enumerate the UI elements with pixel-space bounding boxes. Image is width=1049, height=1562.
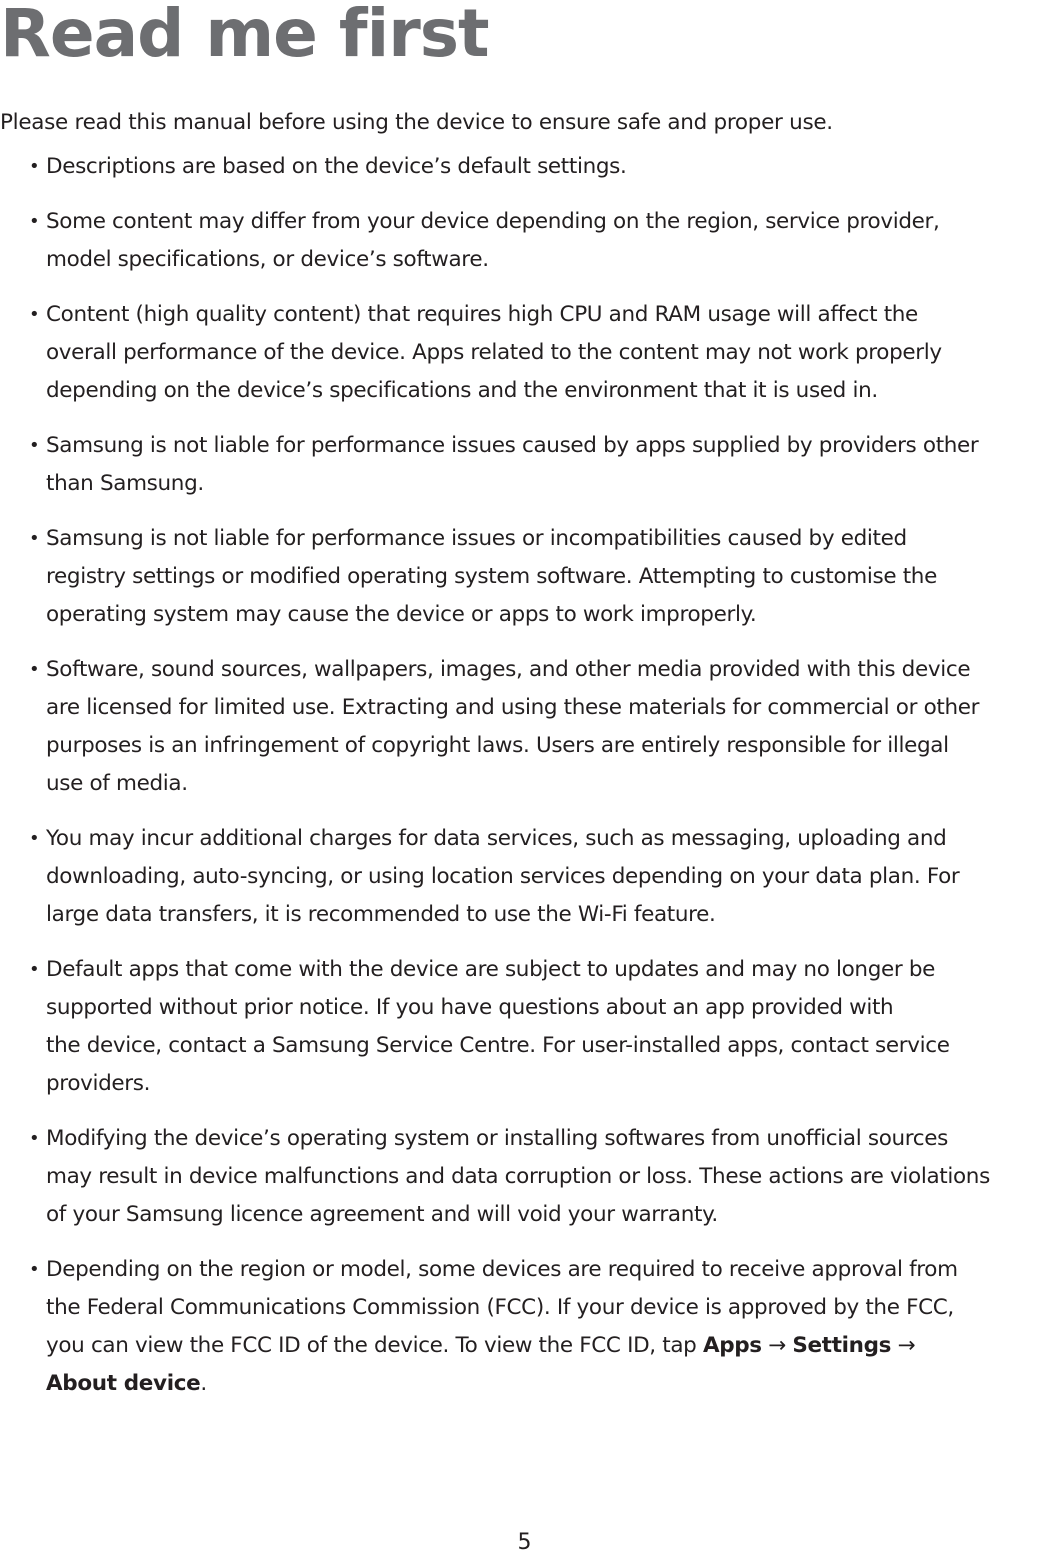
bullet-text-line: Default apps that come with the device are subject to updates and may no longer be [46, 957, 936, 982]
bullet-list [0, 148, 1049, 1420]
bullet-text-line: providers. [46, 1071, 151, 1096]
bullet-marker: • [29, 1259, 40, 1280]
bullet-text-line: Modifying the device’s operating system or installing softwares from unofficial sources [46, 1126, 948, 1151]
bullet-text-line: may result in device malfunctions and data corruption or loss. These actions are violations [46, 1164, 990, 1189]
list-item [0, 427, 1049, 503]
bullet-text-line: Software, sound sources, wallpapers, images, and other media provided with this device [46, 657, 971, 682]
bullet-text-line: Samsung is not liable for performance issues or incompatibilities caused by edited [46, 526, 907, 551]
bullet-text-line: Samsung is not liable for performance issues caused by apps supplied by providers other [46, 433, 979, 458]
bullet-text-line: You may incur additional charges for data services, such as messaging, uploading and [46, 826, 947, 851]
menu-path-about-device: About device [46, 1371, 201, 1396]
menu-path-settings: Settings [792, 1333, 892, 1358]
bullet-text-line: model specifications, or device’s software. [46, 247, 489, 272]
bullet-marker: • [29, 211, 40, 232]
bullet-text-line [46, 1327, 1049, 1365]
bullet-text-line: of your Samsung licence agreement and will void your warranty. [46, 1202, 718, 1227]
bullet-text-line: depending on the device’s specifications and the environment that it is used in. [46, 378, 878, 403]
bullet-text-line: Some content may differ from your device depending on the region, service provider, [46, 209, 940, 234]
list-item [0, 951, 1049, 1103]
fcc-instruction-text: you can view the FCC ID of the device. To view the FCC ID, tap [46, 1333, 703, 1358]
list-item [0, 820, 1049, 934]
bullet-text-line: than Samsung. [46, 471, 204, 496]
bullet-marker: • [29, 659, 40, 680]
bullet-marker: • [29, 1128, 40, 1149]
bullet-text-line: Descriptions are based on the device’s default settings. [46, 154, 627, 179]
list-item [0, 520, 1049, 634]
bullet-text-line: downloading, auto-syncing, or using location services depending on your data plan. For [46, 864, 960, 889]
list-item [0, 651, 1049, 803]
bullet-text-line: Content (high quality content) that requires high CPU and RAM usage will affect the [46, 302, 918, 327]
bullet-text-line: large data transfers, it is recommended to use the Wi-Fi feature. [46, 902, 716, 927]
bullet-text-line: are licensed for limited use. Extracting and using these materials for commercial or other [46, 695, 980, 720]
sentence-end: . [200, 1371, 207, 1396]
list-item [0, 296, 1049, 410]
bullet-text-line: the device, contact a Samsung Service Centre. For user-installed apps, contact service [46, 1033, 950, 1058]
bullet-marker: • [29, 435, 40, 456]
bullet-marker: • [29, 156, 40, 177]
list-item [0, 1251, 1049, 1403]
bullet-marker: • [29, 828, 40, 849]
intro-paragraph: Please read this manual before using the device to ensure safe and proper use. [0, 110, 833, 135]
page-number: 5 [517, 1530, 532, 1555]
bullet-text-line: operating system may cause the device or apps to work improperly. [46, 602, 757, 627]
list-item [0, 203, 1049, 279]
bullet-text-line: purposes is an infringement of copyright laws. Users are entirely responsible for illegal [46, 733, 949, 758]
bullet-marker: • [29, 304, 40, 325]
list-item [0, 1120, 1049, 1234]
bullet-text-line: registry settings or modified operating system software. Attempting to customise the [46, 564, 937, 589]
arrow-right-icon: → [891, 1333, 916, 1358]
page-title: Read me first [0, 0, 489, 72]
bullet-marker: • [29, 959, 40, 980]
bullet-text-line: use of media. [46, 771, 188, 796]
bullet-marker: • [29, 528, 40, 549]
bullet-text-line: the Federal Communications Commission (FCC). If your device is approved by the FCC, [46, 1295, 954, 1320]
bullet-text-line: Depending on the region or model, some devices are required to receive approval from [46, 1257, 958, 1282]
bullet-text-line [46, 1365, 1049, 1403]
bullet-text-line: overall performance of the device. Apps related to the content may not work properly [46, 340, 942, 365]
arrow-right-icon: → [761, 1333, 793, 1358]
menu-path-apps: Apps [702, 1333, 762, 1358]
list-item [0, 148, 1049, 186]
bullet-text-line: supported without prior notice. If you have questions about an app provided with [46, 995, 894, 1020]
